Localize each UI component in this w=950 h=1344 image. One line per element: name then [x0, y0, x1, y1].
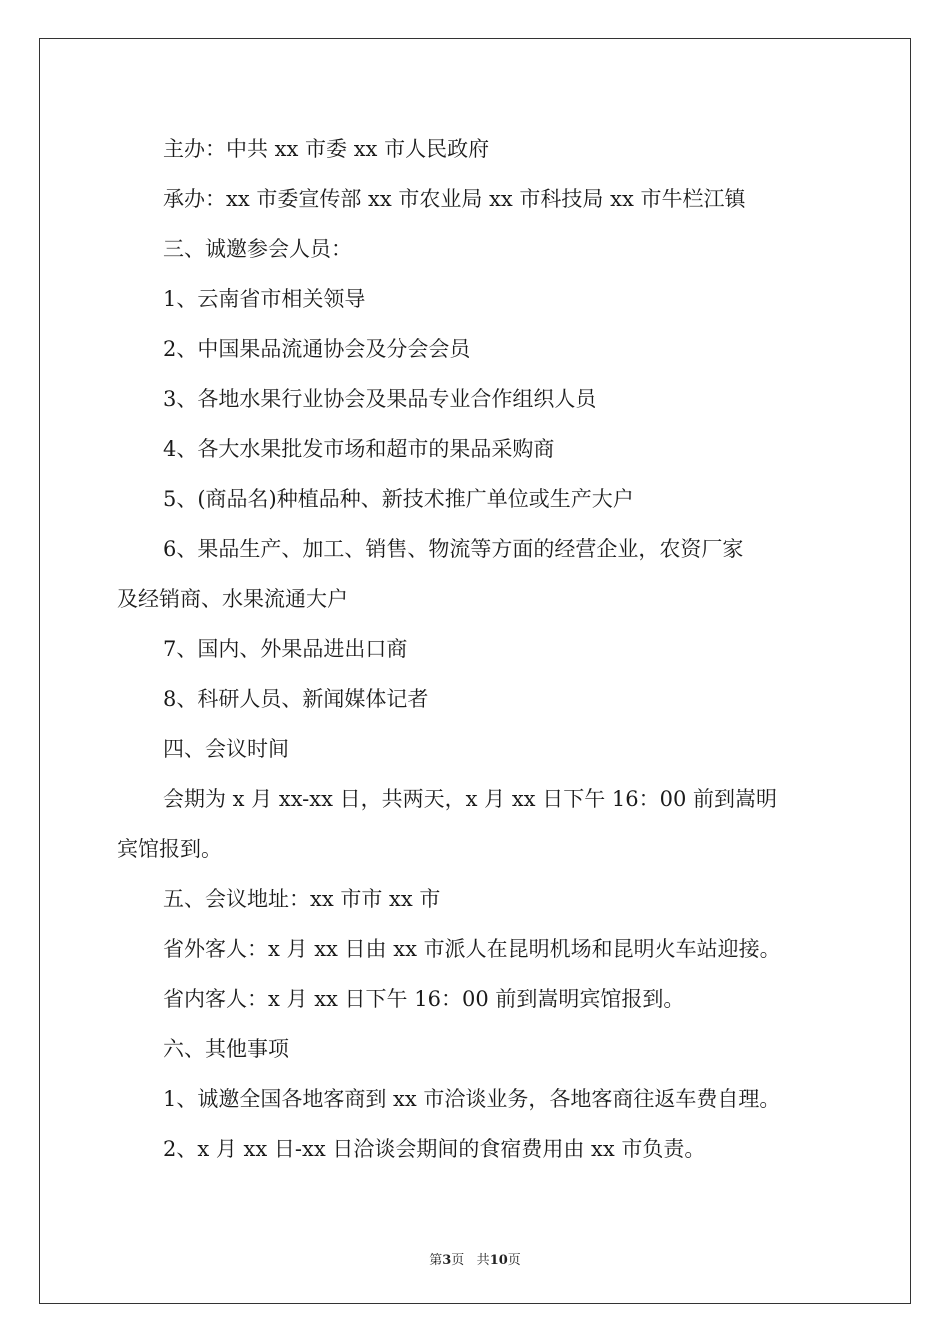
list-item: 7、国内、外果品进出口商	[163, 637, 408, 661]
list-item: 8、科研人员、新闻媒体记者	[163, 687, 429, 711]
list-item: 2、中国果品流通协会及分会会员	[163, 337, 471, 361]
footer-total-suffix: 页	[507, 1253, 521, 1268]
footer-prefix: 第	[429, 1253, 443, 1268]
document-body	[117, 124, 837, 1174]
footer-total-prefix: 共	[476, 1253, 490, 1268]
section-heading-other: 六、其他事项	[163, 1037, 289, 1061]
paragraph-continuation: 宾馆报到。	[117, 837, 222, 861]
list-item: 3、各地水果行业协会及果品专业合作组织人员	[163, 387, 597, 411]
paragraph-meeting-period: 会期为 x 月 xx-xx 日，共两天，x 月 xx 日下午 16：00 前到嵩明	[163, 787, 777, 811]
list-item: 4、各大水果批发市场和超市的果品采购商	[163, 437, 555, 461]
section-heading-time: 四、会议时间	[163, 737, 289, 761]
paragraph-out-of-province-guests: 省外客人：x 月 xx 日由 xx 市派人在昆明机场和昆明火车站迎接。	[163, 937, 781, 961]
list-item: 5、(商品名)种植品种、新技术推广单位或生产大户	[163, 487, 634, 511]
section-heading-invitees: 三、诚邀参会人员：	[163, 237, 352, 261]
page-footer	[0, 1249, 950, 1268]
section-heading-address: 五、会议地址：xx 市市 xx 市	[163, 887, 441, 911]
paragraph-organizer: 主办：中共 xx 市委 xx 市人民政府	[163, 137, 490, 161]
list-item: 6、果品生产、加工、销售、物流等方面的经营企业，农资厂家	[163, 537, 744, 561]
list-item: 2、x 月 xx 日-xx 日洽谈会期间的食宿费用由 xx 市负责。	[163, 1137, 706, 1161]
paragraph-in-province-guests: 省内客人：x 月 xx 日下午 16：00 前到嵩明宾馆报到。	[163, 987, 685, 1011]
paragraph-undertaker: 承办：xx 市委宣传部 xx 市农业局 xx 市科技局 xx 市牛栏江镇	[163, 187, 746, 211]
list-item: 1、云南省市相关领导	[163, 287, 366, 311]
footer-page-number: 3	[442, 1253, 452, 1268]
list-item-continuation: 及经销商、水果流通大户	[117, 587, 348, 611]
footer-total-pages: 10	[489, 1253, 508, 1268]
footer-page-suffix: 页	[451, 1253, 465, 1268]
list-item: 1、诚邀全国各地客商到 xx 市洽谈业务，各地客商往返车费自理。	[163, 1087, 781, 1111]
